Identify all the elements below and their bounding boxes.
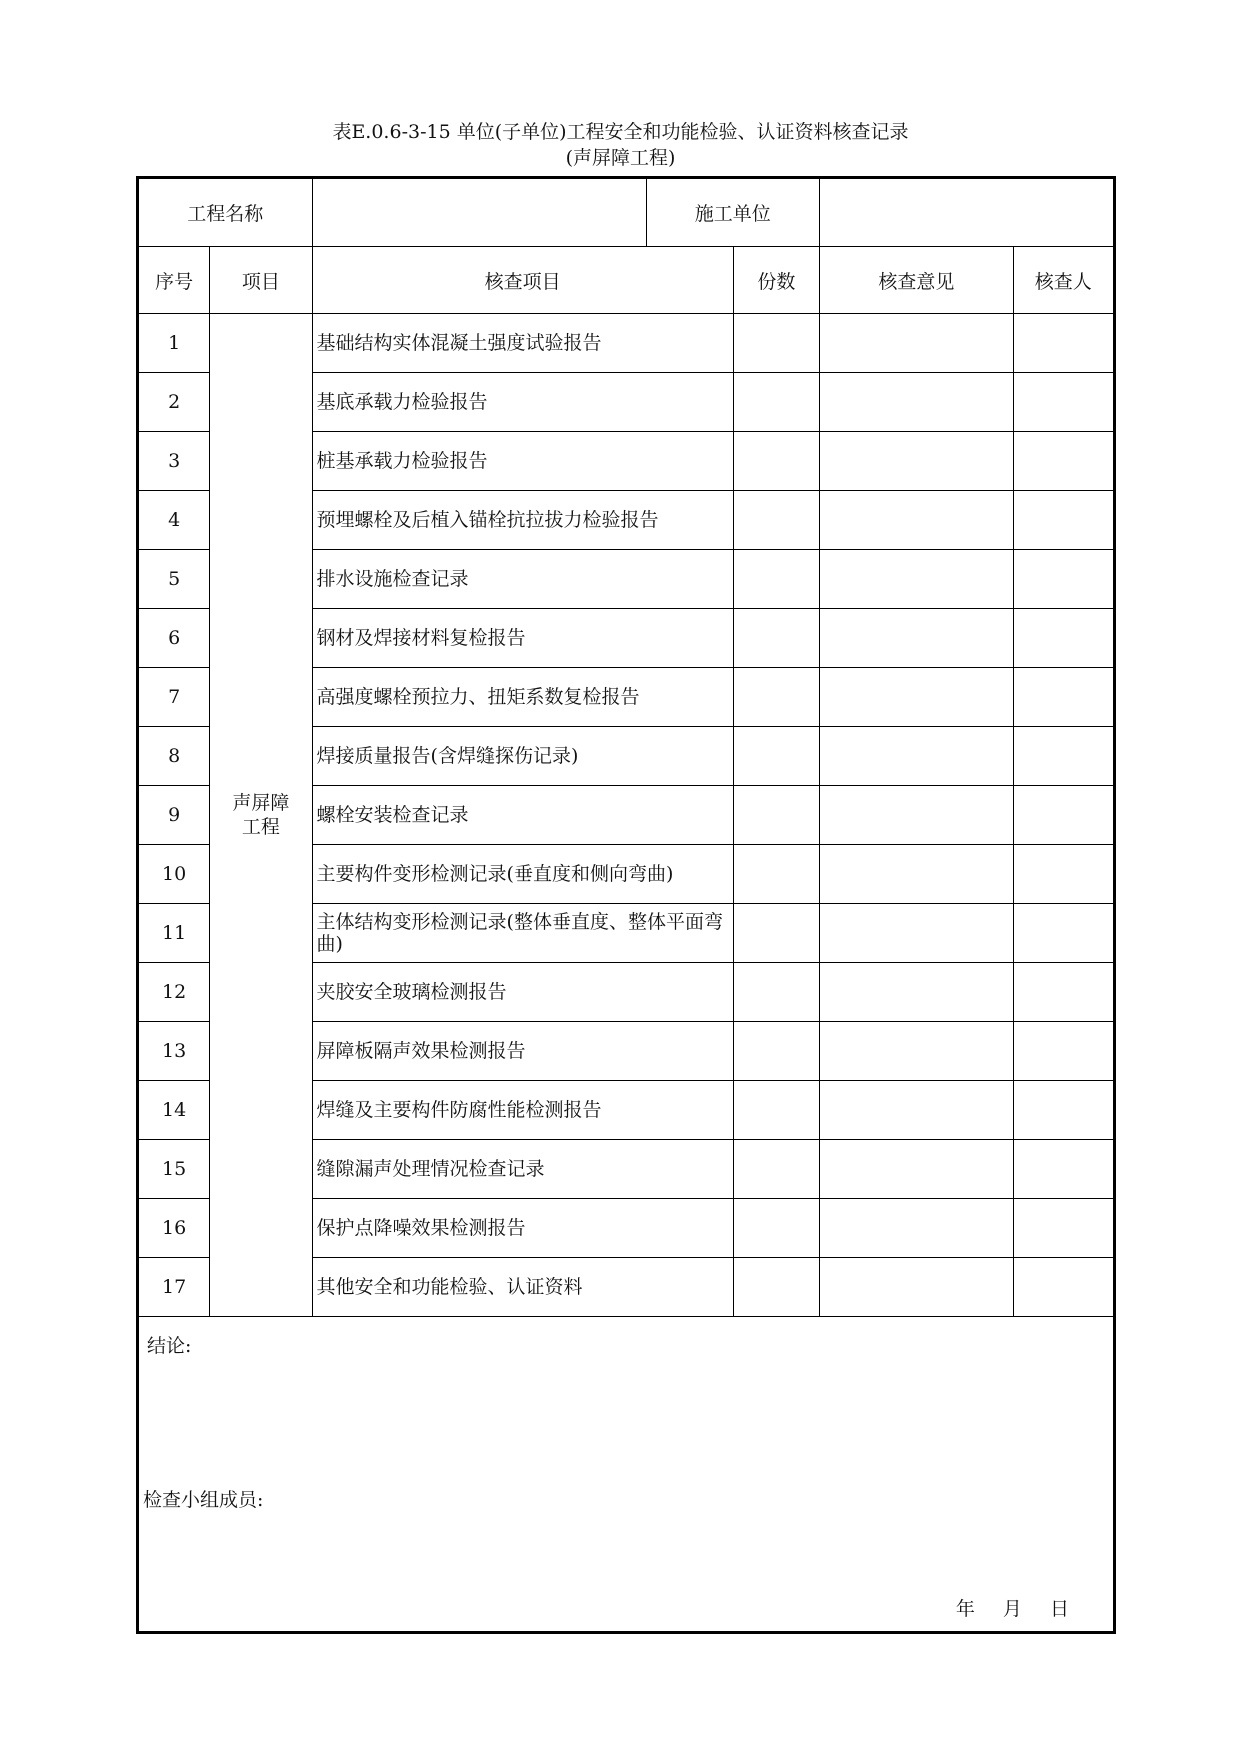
row-checker-field[interactable] [1013, 668, 1114, 727]
row-seq: 17 [138, 1258, 210, 1317]
column-header-row [138, 247, 1115, 314]
row-copies-field[interactable] [733, 786, 819, 845]
row-opinion-field[interactable] [820, 1081, 1014, 1140]
row-item: 主要构件变形检测记录(垂直度和侧向弯曲) [312, 845, 733, 904]
row-seq: 2 [138, 373, 210, 432]
row-seq: 16 [138, 1199, 210, 1258]
row-seq: 10 [138, 845, 210, 904]
row-checker-field[interactable] [1013, 1258, 1114, 1317]
row-opinion-field[interactable] [820, 727, 1014, 786]
row-seq: 13 [138, 1022, 210, 1081]
project-name-label: 工程名称 [138, 178, 313, 247]
category-line-1: 声屏障 [232, 792, 290, 814]
row-copies-field[interactable] [733, 845, 819, 904]
row-seq: 1 [138, 314, 210, 373]
row-item: 主体结构变形检测记录(整体垂直度、整体平面弯曲) [312, 904, 733, 963]
row-opinion-field[interactable] [820, 904, 1014, 963]
row-item: 其他安全和功能检验、认证资料 [312, 1258, 733, 1317]
row-checker-field[interactable] [1013, 1199, 1114, 1258]
row-copies-field[interactable] [733, 432, 819, 491]
row-item: 缝隙漏声处理情况检查记录 [312, 1140, 733, 1199]
row-item: 焊接质量报告(含焊缝探伤记录) [312, 727, 733, 786]
table-row [138, 314, 1115, 373]
row-checker-field[interactable] [1013, 1140, 1114, 1199]
row-opinion-field[interactable] [820, 845, 1014, 904]
row-copies-field[interactable] [733, 491, 819, 550]
year-label: 年 [955, 1598, 975, 1620]
row-copies-field[interactable] [733, 1258, 819, 1317]
row-item: 夹胶安全玻璃检测报告 [312, 963, 733, 1022]
row-item: 焊缝及主要构件防腐性能检测报告 [312, 1081, 733, 1140]
col-seq-header: 序号 [138, 247, 210, 314]
month-label: 月 [1002, 1598, 1022, 1620]
row-checker-field[interactable] [1013, 432, 1114, 491]
row-copies-field[interactable] [733, 1022, 819, 1081]
row-checker-field[interactable] [1013, 491, 1114, 550]
row-copies-field[interactable] [733, 314, 819, 373]
row-opinion-field[interactable] [820, 1199, 1014, 1258]
contractor-label: 施工单位 [646, 178, 820, 247]
date-line [934, 1594, 1069, 1621]
inspection-record-table [136, 176, 1116, 1634]
row-checker-field[interactable] [1013, 786, 1114, 845]
row-opinion-field[interactable] [820, 1140, 1014, 1199]
conclusion-cell[interactable] [138, 1317, 1115, 1633]
row-seq: 15 [138, 1140, 210, 1199]
row-checker-field[interactable] [1013, 845, 1114, 904]
form-title: 表E.0.6-3-15 单位(子单位)工程安全和功能检验、认证资料核查记录 [332, 121, 909, 143]
row-opinion-field[interactable] [820, 1022, 1014, 1081]
row-checker-field[interactable] [1013, 963, 1114, 1022]
row-seq: 14 [138, 1081, 210, 1140]
row-opinion-field[interactable] [820, 668, 1014, 727]
row-item: 钢材及焊接材料复检报告 [312, 609, 733, 668]
row-item: 桩基承载力检验报告 [312, 432, 733, 491]
row-item: 基础结构实体混凝土强度试验报告 [312, 314, 733, 373]
row-seq: 6 [138, 609, 210, 668]
row-item: 排水设施检查记录 [312, 550, 733, 609]
members-label: 检查小组成员: [143, 1489, 264, 1511]
row-copies-field[interactable] [733, 1081, 819, 1140]
row-opinion-field[interactable] [820, 786, 1014, 845]
row-copies-field[interactable] [733, 550, 819, 609]
row-seq: 9 [138, 786, 210, 845]
row-opinion-field[interactable] [820, 373, 1014, 432]
category-line-2: 工程 [241, 816, 280, 838]
item-rows [138, 314, 1115, 1317]
row-checker-field[interactable] [1013, 314, 1114, 373]
row-copies-field[interactable] [733, 904, 819, 963]
col-category-header: 项目 [210, 247, 312, 314]
row-item: 基底承载力检验报告 [312, 373, 733, 432]
row-checker-field[interactable] [1013, 1022, 1114, 1081]
col-copies-header: 份数 [733, 247, 819, 314]
row-copies-field[interactable] [733, 1199, 819, 1258]
row-item: 高强度螺栓预拉力、扭矩系数复检报告 [312, 668, 733, 727]
row-copies-field[interactable] [733, 609, 819, 668]
row-seq: 5 [138, 550, 210, 609]
row-checker-field[interactable] [1013, 1081, 1114, 1140]
row-checker-field[interactable] [1013, 550, 1114, 609]
row-opinion-field[interactable] [820, 1258, 1014, 1317]
col-opinion-header: 核查意见 [820, 247, 1014, 314]
row-seq: 4 [138, 491, 210, 550]
row-copies-field[interactable] [733, 373, 819, 432]
row-checker-field[interactable] [1013, 609, 1114, 668]
contractor-field[interactable] [820, 178, 1115, 247]
header-row [138, 178, 1115, 247]
row-copies-field[interactable] [733, 727, 819, 786]
col-item-header: 核查项目 [312, 247, 733, 314]
row-checker-field[interactable] [1013, 904, 1114, 963]
row-item: 预埋螺栓及后植入锚栓抗拉拔力检验报告 [312, 491, 733, 550]
row-opinion-field[interactable] [820, 491, 1014, 550]
row-checker-field[interactable] [1013, 373, 1114, 432]
category-cell [210, 314, 312, 1317]
footer-row [138, 1317, 1115, 1633]
row-item: 螺栓安装检查记录 [312, 786, 733, 845]
row-seq: 11 [138, 904, 210, 963]
row-opinion-field[interactable] [820, 314, 1014, 373]
form-subtitle: (声屏障工程) [565, 147, 676, 169]
row-seq: 7 [138, 668, 210, 727]
row-opinion-field[interactable] [820, 963, 1014, 1022]
row-opinion-field[interactable] [820, 432, 1014, 491]
row-copies-field[interactable] [733, 1140, 819, 1199]
row-copies-field[interactable] [733, 668, 819, 727]
row-item: 屏障板隔声效果检测报告 [312, 1022, 733, 1081]
row-opinion-field[interactable] [820, 550, 1014, 609]
day-label: 日 [1049, 1598, 1069, 1620]
row-seq: 12 [138, 963, 210, 1022]
project-name-field[interactable] [312, 178, 646, 247]
row-seq: 8 [138, 727, 210, 786]
conclusion-label: 结论: [147, 1335, 192, 1357]
row-checker-field[interactable] [1013, 727, 1114, 786]
row-seq: 3 [138, 432, 210, 491]
row-opinion-field[interactable] [820, 609, 1014, 668]
col-checker-header: 核查人 [1013, 247, 1114, 314]
row-copies-field[interactable] [733, 963, 819, 1022]
row-item: 保护点降噪效果检测报告 [312, 1199, 733, 1258]
